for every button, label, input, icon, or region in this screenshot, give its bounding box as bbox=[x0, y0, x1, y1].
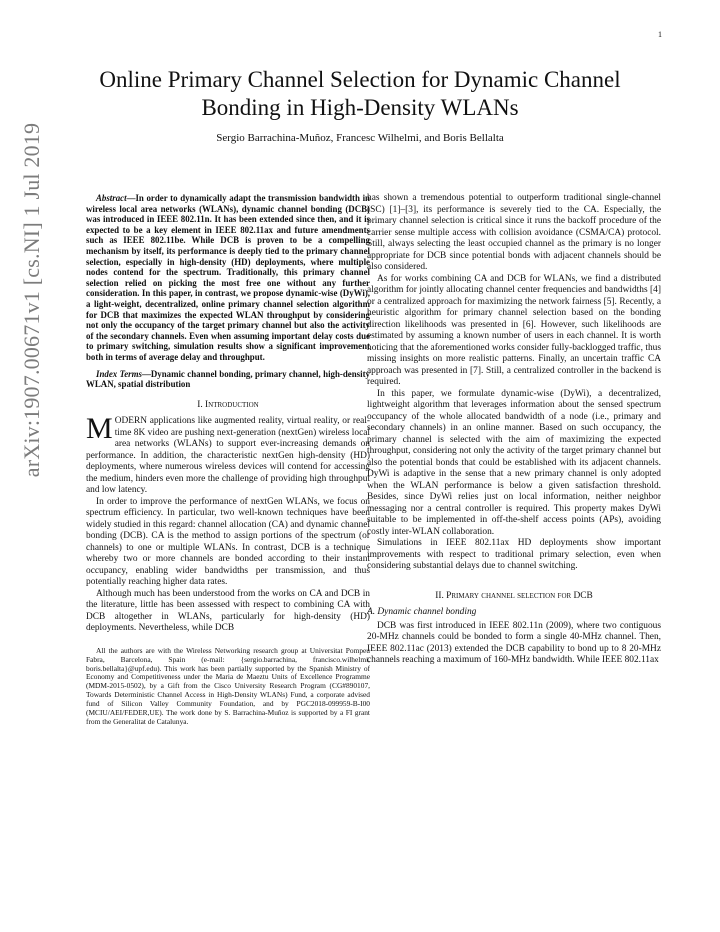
author-list: Sergio Barrachina-Muñoz, Francesc Wilhelmi, and Boris Bellalta bbox=[216, 132, 504, 144]
right-paragraph-4: Simulations in IEEE 802.11ax HD deployments show important improvements with respect to traditional primary selection, even when considering substantial delays due to channel switching. bbox=[367, 538, 661, 571]
abstract bbox=[86, 193, 370, 363]
right-paragraph-3: In this paper, we formulate dynamic-wise (DyWi), a decentralized, lightweight algorithm that leverages information about the sensed spectrum occupancy of the whole allocated bandwidth of a node (i.e., primary and secondary channels) in an online manner. Based on such occupancy, the primary channel is selected with the aim of maximizing the expected throughput, considering not only the activity of the target primary channel but also the potential bonds that could be established with its adjacent channels. DyWi is adaptive in the sense that a new primary channel is only adopted when the WLAN performance is below a given satisfaction threshold. Besides, since DyWi relies just on local information, neither neighbor messaging nor a central controller is required. This property makes DyWi suitable to be implemented in off-the-shelf access points (APs), avoiding costly inter-WLAN collaboration. bbox=[367, 388, 661, 537]
page-number: 1 bbox=[658, 30, 662, 39]
left-column bbox=[86, 193, 370, 727]
abstract-label: Abstract bbox=[96, 193, 127, 203]
index-terms bbox=[86, 369, 370, 390]
paper-title: Online Primary Channel Selection for Dynamic Channel Bonding in High-Density WLANs bbox=[99, 67, 621, 120]
abstract-text: —In order to dynamically adapt the transmission bandwidth in wireless local area networks (WLANs), dynamic channel bonding (DCB) was introduced in IEEE 802.11n. It has been extended since then, and it is expected to be a key element in IEEE 802.11ax and future amendments such as IEEE 802.11be. While DCB is proven to be a compelling mechanism by itself, its performance is deeply tied to the primary channel selection, especially in high-density (HD) deployments, where multiple nodes contend for the spectrum. Traditionally, this primary channel selection relied on picking the most free one without any further consideration. In this paper, in contrast, we propose dynamic-wise (DyWi), a light-weight, decentralized, online primary channel selection algorithm for DCB that maximizes the expected WLAN throughput by considering not only the occupancy of the target primary channel but also the activity of the secondary channels. Even when assuming important delay costs due to primary switching, simulation results show a significant improvement both in terms of average delay and throughput. bbox=[86, 193, 370, 362]
arxiv-identifier-text: arXiv:1907.00671v1 [cs.NI] 1 Jul 2019 bbox=[19, 122, 44, 478]
right-paragraph-5: DCB was first introduced in IEEE 802.11n (2009), where two contiguous 20-MHz channels could be bonded to form a single 40-MHz channel. Then, IEEE 802.11ac (2013) extended the DCB capability to bond up to 8 20-MHz channels reaching a maximum of 160-MHz bandwidth. While IEEE 802.11ax bbox=[367, 620, 661, 665]
intro-paragraph-1 bbox=[86, 412, 370, 497]
intro-paragraph-1-text: applications like augmented reality, virtual reality, or real-time 8K video are pushing next-generation (nextGen) wireless local area networks (WLANs) to support ever-increasing demands on performance. In addition, the characteristic nextGen high-density (HD) deployments, where numerous wireless devices will contend for accessing the medium, hinders even more the challenge of providing high throughput and low latency. bbox=[86, 416, 370, 496]
index-terms-label: Index Terms bbox=[96, 368, 142, 379]
intro-paragraph-3: Although much has been understood from the works on CA and DCB in the literature, little has been assessed with respect to combining CA with DCB altogether in WLANs, particularly for high-density (HD) deployments. Nevertheless, while DCB bbox=[86, 588, 370, 634]
right-paragraph-2: As for works combining CA and DCB for WLANs, we find a distributed algorithm for jointly allocating channel center frequencies and bandwidths [4] or a centralized approach for maximizing the network fairness [5]. Recently, a heuristic algorithm for primary channel selection based on the bonding direction likelihoods was presented in [6]. However, such likelihoods are estimated by assuming a known number of users in each channel. It is worth noticing that the aforementioned works consider fully-backlogged traffic, thus missing insights on more realistic patterns. Finally, an uncertain traffic CA approach was presented in [7]. Still, a centralized controller in the backend is required. bbox=[367, 273, 661, 387]
subsection-heading-dcb: A. Dynamic channel bonding bbox=[367, 607, 477, 617]
lead-caps: ODERN bbox=[114, 416, 147, 427]
intro-paragraph-2: In order to improve the performance of nextGen WLANs, we focus on spectrum efficiency. In particular, two well-known techniques have been widely studied in this regard: channel allocation (CA) and dynamic channel bonding (DCB). CA is the method to assign portions of the spectrum (or channels) to one or multiple WLANs. In contrast, DCB is a technique whereby two or more channels are bonded according to their instant occupancy, enabling wider bandwidths per transmission, and thus potentially reaching higher data rates. bbox=[86, 496, 370, 588]
author-footnote: All the authors are with the Wireless Networking research group at Universitat Pompeu Fabra, Barcelona, Spain (e-mail: {sergio.barrachina, francisco.wilhelmi, boris.bellalta}@upf.edu). This work has been partially supported by the Spanish Ministry of Economy and Competitiveness under the Maria de Maeztu Units of Excellence Programme (MDM-2015-0502), by a Gift from the Cisco University Research Program (CG#890107, Towards Deterministic Channel Access in High-Density WLANs) Fund, a corporate advised fund of Silicon Valley Community Foundation, and by PGC2018-099959-B-I00 (MCIU/AEI/FEDER,UE). The work done by S. Barrachina-Muñoz is supported by a FI grant from the Generalitat de Catalunya. bbox=[86, 645, 370, 726]
right-paragraph-1: has shown a tremendous potential to outperform traditional single-channel (SC) [1]–[3], its performance is severely tied to the CA. Especially, the primary channel selection is critical since it runs the backoff procedure of the carrier sense multiple access with collision avoidance (CSMA/CA) protocol. Still, always selecting the least occupied channel as the primary is no longer appropriate for DCB since potential bonds with adjacent channels should be also considered. bbox=[367, 193, 661, 272]
drop-cap: M bbox=[86, 412, 113, 446]
index-terms-text: —Dynamic channel bonding, primary channel, high-density WLAN, spatial distribution bbox=[86, 368, 370, 390]
section-heading-introduction: I. Introduction bbox=[197, 399, 259, 410]
section-heading-primary-channel: II. Primary channel selection for DCB bbox=[435, 590, 593, 601]
right-column bbox=[367, 193, 661, 667]
